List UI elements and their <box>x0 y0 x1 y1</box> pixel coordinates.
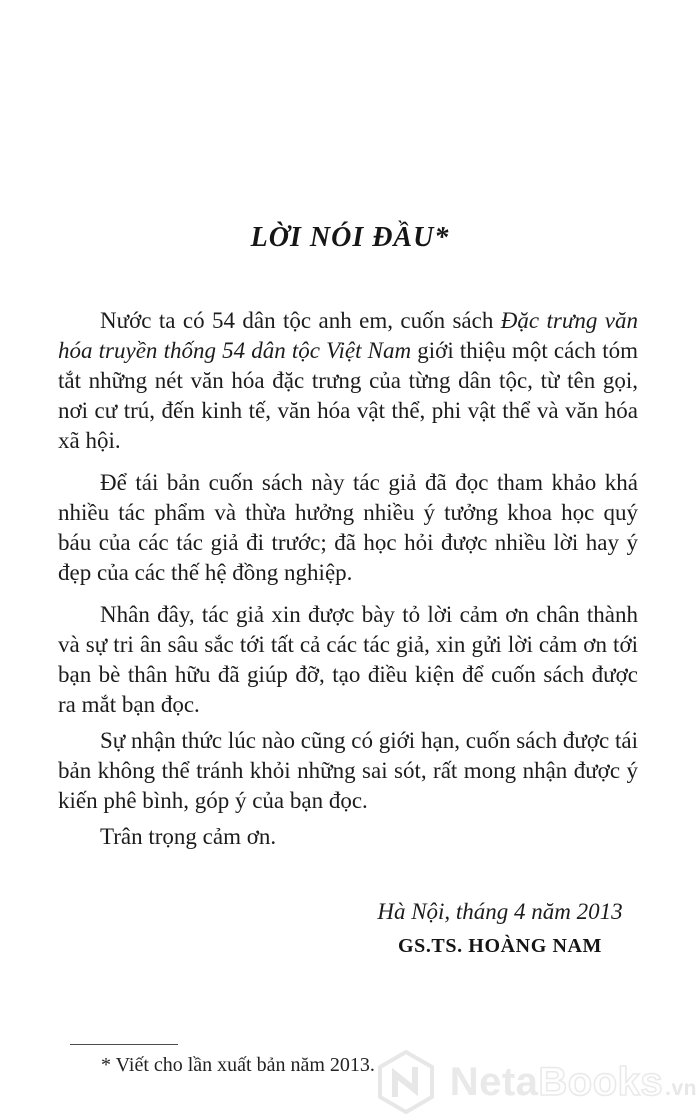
footnote-text: * Viết cho lần xuất bản năm 2013. <box>101 1054 375 1076</box>
paragraph-4: Sự nhận thức lúc nào cũng có giới hạn, cuốn sách được tái bản không thể tránh khỏi những sai sót, rất mong nhận được ý kiến phê bình, góp ý của bạn đọc. <box>58 728 638 813</box>
watermark-tld: .vn <box>665 1076 697 1100</box>
book-title-italic: Đặc trưng văn hóa truyền thống 54 dân tộc Việt Nam <box>58 308 638 363</box>
paragraph-1 <box>58 306 638 456</box>
watermark-text <box>450 1060 697 1105</box>
paragraph-1-rest: giới thiệu một cách tóm tắt những nét văn hóa đặc trưng của từng dân tộc, từ tên gọi, nơi cư trú, đến kinh tế, văn hóa vật thể, phi vật thể và văn hóa xã hội. <box>58 338 638 453</box>
paragraph-2: Để tái bản cuốn sách này tác giả đã đọc tham khảo khá nhiều tác phẩm và thừa hưởng nhiều ý tưởng khoa học quý báu của các tác giả đi trước; đã học hỏi được nhiều lời hay ý đẹp của các thế hệ đồng nghiệp. <box>58 470 638 585</box>
watermark <box>372 1049 697 1115</box>
paragraph-1-lead: Nước ta có 54 dân tộc anh em, cuốn sách <box>100 308 501 333</box>
paragraph-3: Nhân đây, tác giả xin được bày tỏ lời cảm ơn chân thành và sự tri ân sâu sắc tới tất cả các tác giả, xin gửi lời cảm ơn tới bạn bè thân hữu đã giúp đỡ, tạo điều kiện để cuốn sách được ra mắt bạn đọc. <box>58 602 638 717</box>
watermark-brand-part1: Neta <box>449 1059 539 1104</box>
watermark-brand-part2: Books <box>538 1059 664 1104</box>
signature-place-date: Hà Nội, tháng 4 năm 2013 <box>377 899 623 924</box>
page-title: LỜI NÓI ĐẦU* <box>250 222 450 253</box>
signature-author: GS.TS. HOÀNG NAM <box>397 935 603 957</box>
netabooks-hexagon-n-icon <box>372 1049 440 1115</box>
closing-line: Trân trọng cảm ơn. <box>100 824 277 849</box>
footnote-divider <box>70 1044 178 1045</box>
signature-block <box>358 898 642 958</box>
